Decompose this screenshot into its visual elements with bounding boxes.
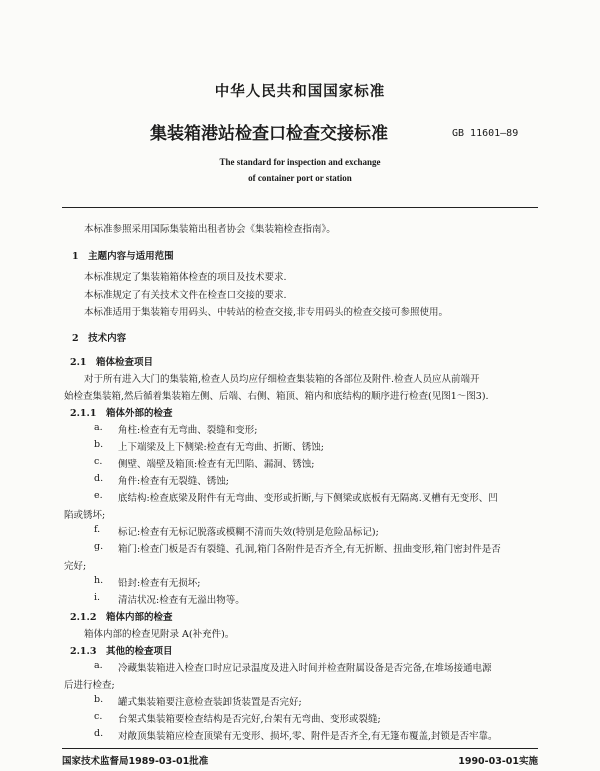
effective-date: 1990-03-01实施 (458, 756, 538, 767)
national-standard-header: 中华人民共和国国家标准 (214, 84, 386, 100)
list-item-text: 清洁状况:检查有无溢出物等。 (118, 595, 245, 606)
list-item-continuation: 后进行检查; (64, 680, 115, 691)
section-2-1-heading: 2.1 箱体检查项目 (70, 357, 154, 368)
section-2-1-text-line2: 始检查集装箱,然后循着集装箱左侧、后端、右侧、箱顶、箱内和底结构的顺序进行检查(见图1～图3). (64, 391, 489, 402)
list-item-text: 上下端梁及上下侧梁:检查有无弯曲、折断、锈蚀; (118, 442, 324, 453)
section-2-1-1-heading: 2.1.1 箱体外部的检查 (70, 408, 173, 419)
list-item-text: 冷藏集装箱进入检查口时应记录温度及进入时间并检查附属设备是否完备,在堆场接通电源 (118, 663, 492, 674)
list-item-text: 对敞顶集装箱应检查顶梁有无变形、损坏,零、附件是否齐全,有无篷布覆盖,封锁是否牢靠。 (118, 731, 498, 742)
list-item-label: h. (94, 575, 104, 586)
list-item-text: 底结构:检查底梁及附件有无弯曲、变形或折断,与下侧梁或底板有无隔离.叉槽有无变形、凹 (118, 493, 498, 504)
english-title-line2: of container port or station (248, 173, 352, 183)
header-rule (62, 207, 538, 208)
list-item-text: 台架式集装箱要检查结构是否完好,台架有无弯曲、变形或裂缝; (118, 714, 381, 725)
section-2-1-3-heading: 2.1.3 其他的检查项目 (70, 646, 173, 657)
document-title: 集装箱港站检查口检查交接标准 (150, 124, 388, 144)
list-item-text: 铅封:检查有无损坏; (118, 578, 201, 589)
list-item-label: g. (94, 541, 104, 552)
standard-code: GB 11601—89 (452, 128, 519, 139)
list-item-label: a. (94, 660, 103, 671)
list-item-text: 侧壁、端壁及箱顶:检查有无凹陷、漏洞、锈蚀; (118, 459, 315, 470)
section-1-paragraph-1: 本标准规定了集装箱箱体检查的项目及技术要求. (84, 272, 287, 283)
list-item-text: 角件:检查有无裂缝、锈蚀; (118, 476, 229, 487)
list-item-label: f. (94, 524, 101, 535)
list-item-label: i. (94, 592, 101, 603)
list-item-label: d. (94, 473, 104, 484)
list-item-continuation: 完好; (64, 561, 87, 572)
section-2-heading: 2 技术内容 (72, 333, 127, 344)
section-2-1-2-heading: 2.1.2 箱体内部的检查 (70, 612, 173, 623)
list-item-text: 标记:检查有无标记脱落或模糊不清而失效(特别是危险品标记); (118, 527, 379, 538)
section-2-1-text-line1: 对于所有进入大门的集装箱,检查人员均应仔细检查集装箱的各部位及附件.检查人员应从前端开 (84, 374, 480, 385)
section-1-heading: 1 主题内容与适用范围 (72, 251, 174, 262)
list-item-label: b. (94, 439, 104, 450)
section-1-paragraph-3: 本标准适用于集装箱专用码头、中转站的检查交接,非专用码头的检查交接可参照使用。 (84, 307, 449, 318)
approval-date: 国家技术监督局1989-03-01批准 (62, 756, 209, 767)
list-item-text: 角柱:检查有无弯曲、裂缝和变形; (118, 425, 258, 436)
list-item-continuation: 陷或锈坏; (64, 510, 106, 521)
english-title-line1: The standard for inspection and exchange (219, 157, 381, 167)
list-item-text: 罐式集装箱要注意检查装卸货装置是否完好; (118, 697, 302, 708)
list-item-text: 箱门:检查门板是否有裂缝、孔洞,箱门各附件是否齐全,有无折断、扭曲变形,箱门密封件是否 (118, 544, 501, 555)
list-item-label: e. (94, 490, 103, 501)
section-2-1-2-text: 箱体内部的检查见附录 A(补充件)。 (84, 629, 235, 640)
list-item-label: c. (94, 711, 103, 722)
list-item-label: b. (94, 694, 104, 705)
footer-rule (62, 748, 538, 749)
intro-paragraph: 本标准参照采用国际集装箱出租者协会《集装箱检查指南》。 (84, 224, 336, 235)
section-1-paragraph-2: 本标准规定了有关技术文件在检查口交接的要求. (84, 290, 287, 301)
list-item-label: a. (94, 422, 103, 433)
list-item-label: d. (94, 728, 104, 739)
list-item-label: c. (94, 456, 103, 467)
